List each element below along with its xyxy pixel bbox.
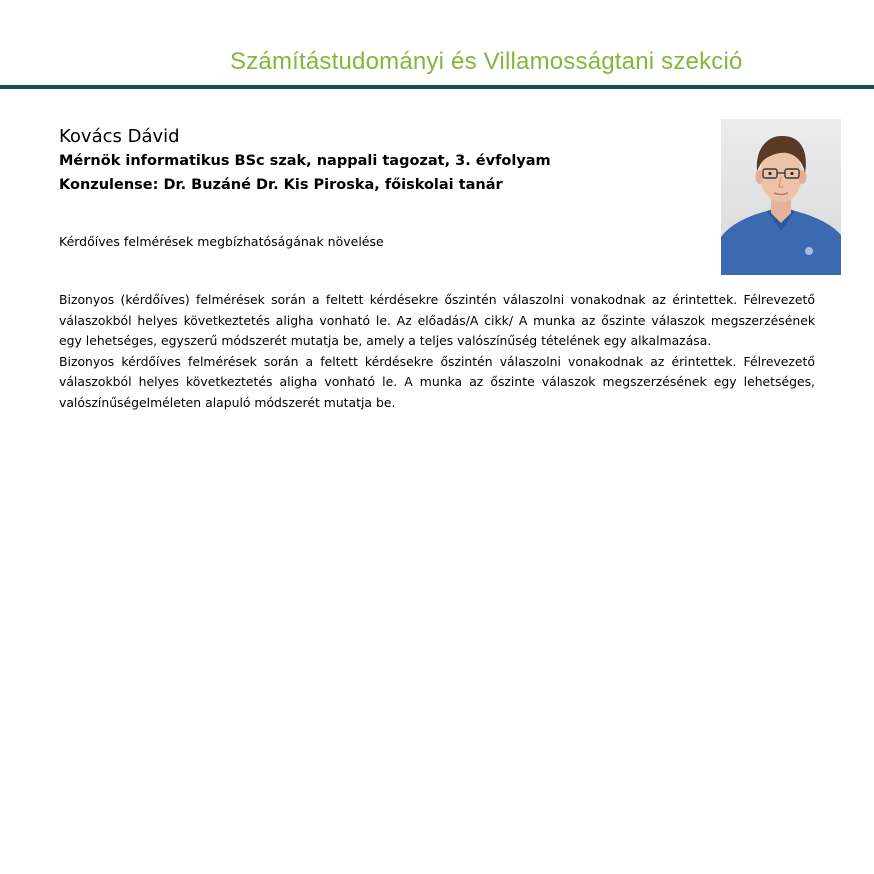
- section-title: Számítástudományi és Villamosságtani szekció: [230, 48, 743, 75]
- abstract-paragraph-2: Bizonyos kérdőíves felmérések során a feltett kérdésekre őszintén válaszolni vonakodnak az érintettek. Félrevezető válaszokból helyes következtetés aligha vonható le. A munka az őszinte válaszok megszerzésének egy lehetséges, valószínűségelméleten alapuló módszerét mutatja be.: [59, 353, 815, 410]
- abstract-paragraph-1: Bizonyos (kérdőíves) felmérések során a feltett kérdésekre őszintén válaszolni vonakodnak az érintettek. Félrevezető válaszokból helyes következtetés aligha vonható le. Az előadás/A cikk/ A munka az őszinte válaszok megszerzésének egy lehetséges, egyszerű módszerét mutatja be, amely a teljes valószínűség tételének egy alkalmazása.: [59, 292, 815, 348]
- portrait-photo-icon: [721, 119, 841, 275]
- author-advisor: Konzulense: Dr. Buzáné Dr. Kis Piroska, főiskolai tanár: [59, 177, 503, 193]
- author-program: Mérnök informatikus BSc szak, nappali tagozat, 3. évfolyam: [59, 153, 551, 169]
- abstract: [59, 290, 815, 413]
- section-header: [0, 48, 874, 82]
- talk-title: Kérdőíves felmérések megbízhatóságának növelése: [59, 234, 384, 249]
- author-name: Kovács Dávid: [59, 126, 180, 147]
- header-divider: [0, 85, 874, 89]
- author-photo: [721, 119, 841, 275]
